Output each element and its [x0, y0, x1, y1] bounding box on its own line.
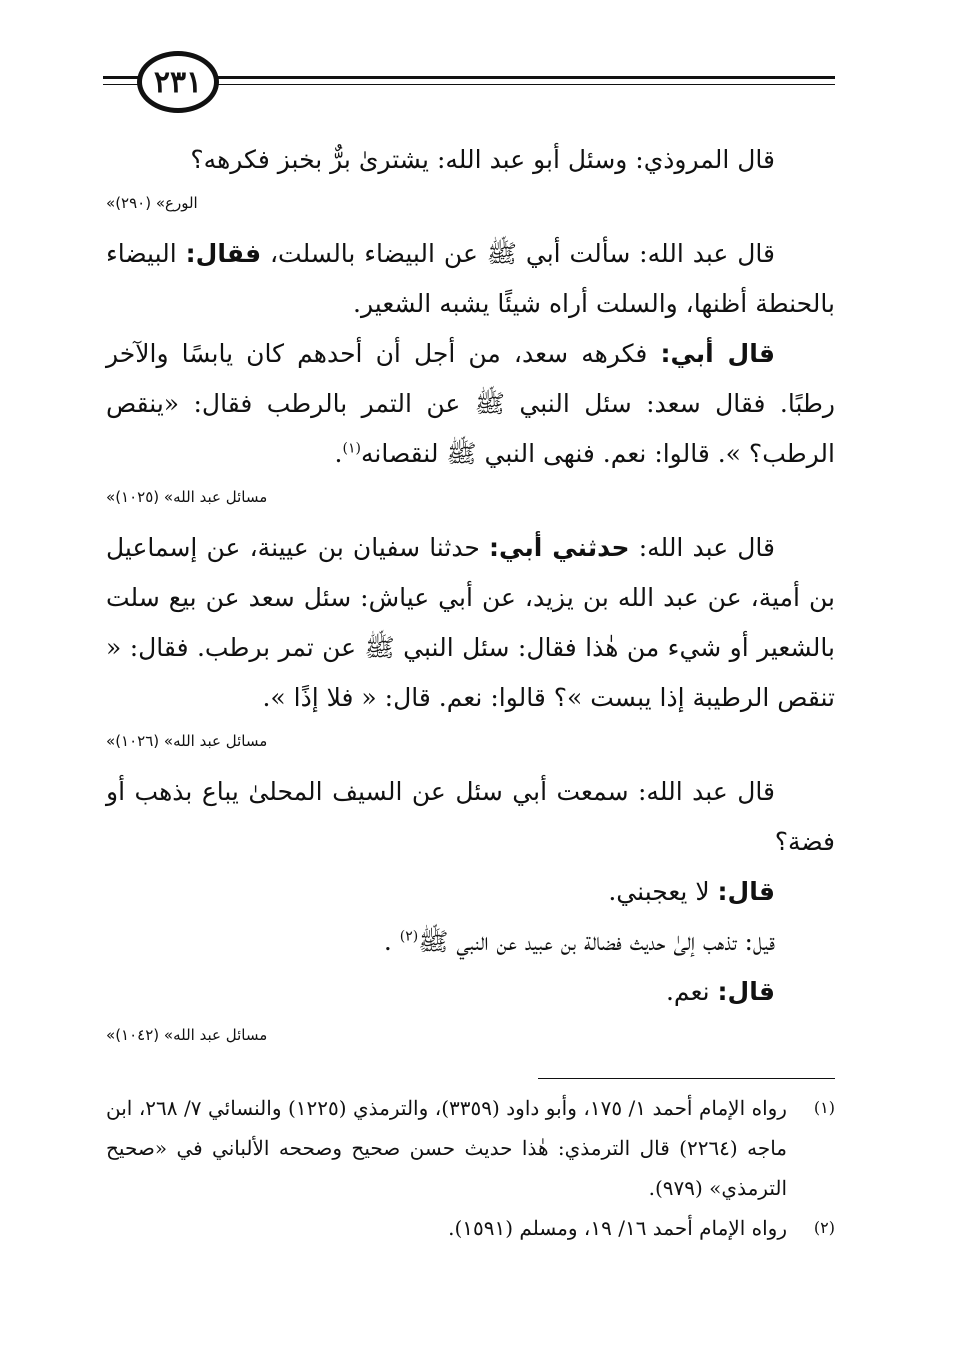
- entry-4-ref: «مسائل عبد الله» (١٠٤٢): [106, 1026, 268, 1044]
- page-number: ٢٣١: [137, 51, 219, 113]
- footnote-separator: [538, 1078, 835, 1079]
- entry-1-text: قال المروذي: وسئل أبو عبد الله: يشترىٰ برٌّ بخبز فكرهه؟: [190, 145, 775, 174]
- entry-4-line-2: قال: لا يعجبني.: [608, 877, 775, 906]
- footnote-2: [106, 1208, 835, 1248]
- entry-2-para-2: قال أبي: فكرهه سعد، من أجل أن أحدهم كان يابسًا والآخر رطبًا. فقال سعد: سئل النبي ﷺ عن التمر بالرطب فقال: «ينقص الرطب؟ ». قالوا: نعم. فنهى النبي ﷺ لنقصانه$^{(١)}$.: [106, 339, 835, 468]
- entry-4-line-1: قال عبد الله: سمعت أبي سئل عن السيف المحلىٰ يباع بذهب أو فضة؟: [106, 777, 835, 856]
- entry-4-line-4: قال: نعم.: [665, 977, 775, 1006]
- entry-2-para-1: قال عبد الله: سألت أبي ﷺ عن البيضاء بالسلت، فقال: البيضاء بالحنطة أظنها، والسلت أراه شيئًا يشبه الشعير.: [106, 239, 835, 318]
- footnote-2-text: رواه الإمام أحمد ١٦/ ١٩، ومسلم (١٥٩١).: [448, 1216, 787, 1240]
- footnote-marker-1[interactable]: (١): [342, 440, 361, 457]
- entry-3-text: قال عبد الله: حدثني أبي: حدثنا سفيان بن عيينة، عن إسماعيل بن أمية، عن عبد الله بن يزيد، عن أبي عياش: سئل سعد عن بيع سلت بالشعير أو شيء من هٰذا فقال: سئل النبي ﷺ عن تمر برطب. فقال: « تنقص الرطيبة إذا يبست »؟ قالوا: نعم. قال: « فلا إذًا ».: [106, 533, 835, 712]
- entry-1-ref: «الورع» (٢٩٠): [106, 194, 198, 212]
- footnote-marker-2[interactable]: (٢): [399, 928, 419, 945]
- entry-3-ref: «مسائل عبد الله» (١٠٢٦): [106, 732, 268, 750]
- entry-2-ref: «مسائل عبد الله» (١٠٢٥): [106, 488, 268, 506]
- entry-4-line-3: قيل: تذهب إلىٰ حديث فضالة بن عبيد عن النبي ﷺ$^{(٢)}$ .: [383, 927, 775, 956]
- main-text: [106, 135, 835, 1061]
- footnote-1: [106, 1088, 835, 1208]
- footnote-2-number: (٢): [813, 1218, 835, 1237]
- footnote-1-number: (١): [813, 1098, 835, 1117]
- footnote-1-text: رواه الإمام أحمد ١/ ١٧٥، وأبو داود (٣٣٥٩)، والترمذي (١٢٢٥) والنسائي ٧/ ٢٦٨، ابن ماجه (٢٢٦٤) قال الترمذي: هٰذا حديث حسن صحيح وصححه الألباني في «صحيح الترمذي» (٩٧٩).: [106, 1096, 787, 1200]
- footnotes: [106, 1088, 835, 1248]
